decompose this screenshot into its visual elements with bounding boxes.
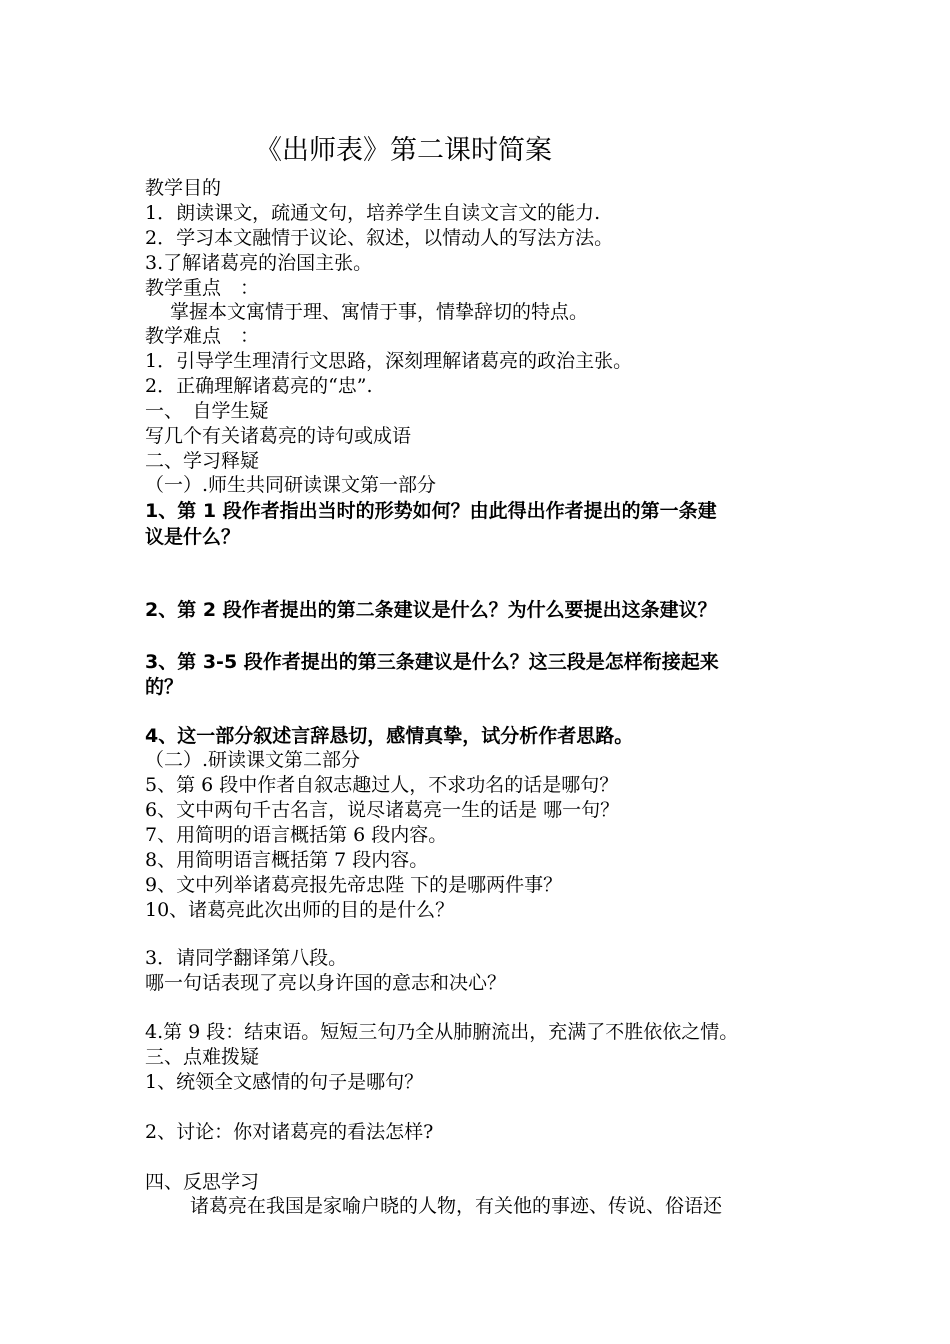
goal-item: 2．学习本文融情于议论、叙述，以情动人的写法方法。 bbox=[145, 227, 614, 249]
page-title: 《出师表》第二课时简案 bbox=[255, 135, 552, 166]
question-item: 1、第 1 段作者指出当时的形势如何？由此得出作者提出的第一条建 bbox=[145, 500, 717, 522]
exercise-question: 哪一句话表现了亮以身许国的意志和决心？ bbox=[145, 972, 507, 994]
section-heading: 三、点难拨疑 bbox=[145, 1046, 260, 1068]
question-item-continued: 议是什么？ bbox=[145, 526, 241, 548]
question-item: 6、文中两句千古名言，说尽诸葛亮一生的话是 哪一句？ bbox=[145, 799, 620, 821]
subsection-heading: （一）.师生共同研读课文第一部分 bbox=[145, 474, 437, 496]
section-heading: 一、 自学生疑 bbox=[145, 400, 269, 422]
section-text: 诸葛亮在我国是家喻户晓的人物，有关他的事迹、传说、俗语还 bbox=[190, 1195, 723, 1217]
question-item-continued: 的？ bbox=[145, 676, 184, 698]
difficulty-item: 2．正确理解诸葛亮的“忠”. bbox=[145, 375, 373, 397]
section-heading: 四、反思学习 bbox=[145, 1171, 260, 1193]
question-item: 4、这一部分叙述言辞恳切，感情真挚，试分析作者思路。 bbox=[145, 725, 634, 747]
question-item: 9、文中列举诸葛亮报先帝忠陛 下的是哪两件事？ bbox=[145, 874, 563, 896]
question-item: 1、统领全文感情的句子是哪句？ bbox=[145, 1071, 424, 1093]
question-item: 2、第 2 段作者提出的第二条建议是什么？为什么要提出这条建议？ bbox=[145, 599, 717, 621]
question-item: 7、用简明的语言概括第 6 段内容。 bbox=[145, 824, 448, 846]
question-item: 2、讨论：你对诸葛亮的看法怎样? bbox=[145, 1121, 434, 1143]
difficulty-item: 1．引导学生理清行文思路，深刻理解诸葛亮的政治主张。 bbox=[145, 350, 633, 372]
section-heading: 二、学习释疑 bbox=[145, 450, 260, 472]
subsection-heading: （二）.研读课文第二部分 bbox=[145, 749, 361, 771]
question-item: 10、诸葛亮此次出师的目的是什么？ bbox=[145, 899, 455, 921]
exercise-item: 4.第 9 段：结束语。短短三句乃全从肺腑流出，充满了不胜依依之情。 bbox=[145, 1021, 739, 1043]
key-points-text: 掌握本文寓情于理、寓情于事，情挚辞切的特点。 bbox=[170, 301, 589, 323]
key-points-heading: 教学重点 ： bbox=[145, 277, 260, 299]
goal-item: 1．朗读课文，疏通文句，培养学生自读文言文的能力. bbox=[145, 202, 601, 224]
question-item: 8、用简明语言概括第 7 段内容。 bbox=[145, 849, 429, 871]
exercise-item: 3．请同学翻译第八段。 bbox=[145, 947, 348, 969]
goal-item: 3.了解诸葛亮的治国主张。 bbox=[145, 252, 373, 274]
difficulty-heading: 教学难点 ： bbox=[145, 325, 260, 347]
goals-heading: 教学目的 bbox=[145, 177, 222, 199]
question-item: 5、第 6 段中作者自叙志趣过人，不求功名的话是哪句？ bbox=[145, 774, 619, 796]
section-text: 写几个有关诸葛亮的诗句或成语 bbox=[145, 425, 412, 447]
question-item: 3、第 3-5 段作者提出的第三条建议是什么？这三段是怎样衔接起来 bbox=[145, 651, 719, 673]
